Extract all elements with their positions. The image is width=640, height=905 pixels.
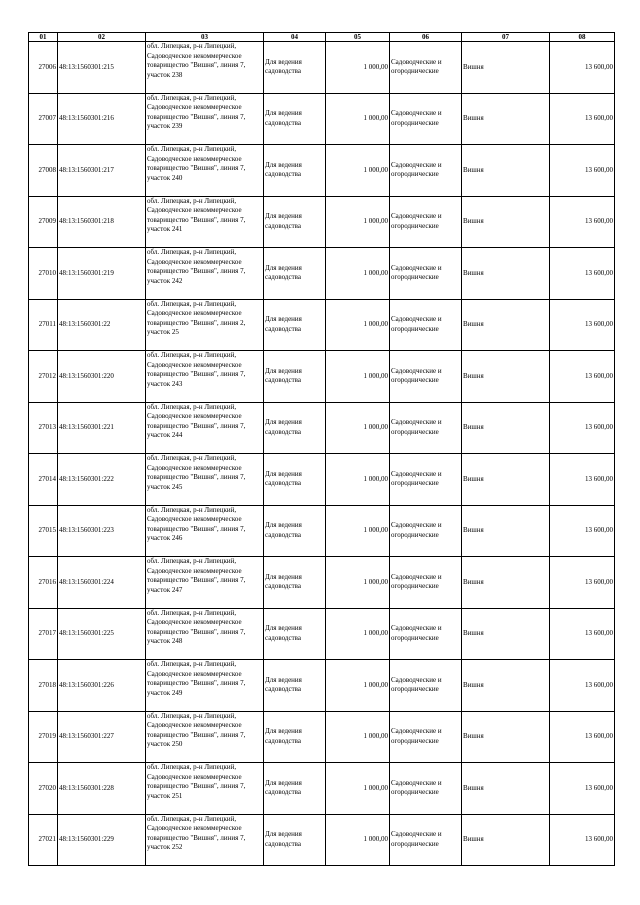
row-number: 27008 — [29, 145, 58, 197]
partnership-name: Вишня — [462, 557, 550, 609]
table-row — [29, 299, 615, 351]
plot-address — [146, 505, 264, 557]
row-number: 27018 — [29, 660, 58, 712]
plot-area: 1 000,00 — [326, 505, 390, 557]
cadastral-number: 48:13:1560301:216 — [58, 93, 146, 145]
cadastral-value: 13 600,00 — [550, 299, 615, 351]
table-row — [29, 248, 615, 300]
table-row — [29, 557, 615, 609]
column-header-06: 06 — [390, 33, 462, 42]
table-body — [29, 42, 615, 866]
land-category: Садоводческие и огороднические — [390, 351, 462, 403]
plot-address-text: обл. Липецкая, р-н Липецкий, Садоводческое некоммерческое товарищество "Вишня", линия 7, участок 242 — [147, 248, 246, 285]
partnership-name: Вишня — [462, 763, 550, 815]
cadastral-number: 48:13:1560301:215 — [58, 42, 146, 94]
cadastral-value: 13 600,00 — [550, 248, 615, 300]
permitted-use: Для ведения садоводства — [264, 93, 326, 145]
plot-address-text: обл. Липецкая, р-н Липецкий, Садоводческое некоммерческое товарищество "Вишня", линия 7, участок 241 — [147, 196, 246, 233]
plot-address-text: обл. Липецкая, р-н Липецкий, Садоводческое некоммерческое товарищество "Вишня", линия 7, участок 240 — [147, 145, 246, 182]
column-header-01: 01 — [29, 33, 58, 42]
row-number: 27017 — [29, 608, 58, 660]
permitted-use: Для ведения садоводства — [264, 42, 326, 94]
permitted-use: Для ведения садоводства — [264, 711, 326, 763]
plot-address-text: обл. Липецкая, р-н Липецкий, Садоводческое некоммерческое товарищество "Вишня", линия 7, участок 250 — [147, 711, 246, 748]
plot-address-text: обл. Липецкая, р-н Липецкий, Садоводческое некоммерческое товарищество "Вишня", линия 7, участок 244 — [147, 402, 246, 439]
plot-area: 1 000,00 — [326, 248, 390, 300]
table-row — [29, 196, 615, 248]
column-header-04: 04 — [264, 33, 326, 42]
plot-address-text: обл. Липецкая, р-н Липецкий, Садоводческое некоммерческое товарищество "Вишня", линия 7, участок 238 — [147, 42, 246, 79]
permitted-use: Для ведения садоводства — [264, 814, 326, 866]
table-row — [29, 608, 615, 660]
permitted-use: Для ведения садоводства — [264, 299, 326, 351]
plot-area: 1 000,00 — [326, 93, 390, 145]
plot-area: 1 000,00 — [326, 402, 390, 454]
partnership-name: Вишня — [462, 351, 550, 403]
land-category: Садоводческие и огороднические — [390, 660, 462, 712]
plot-address — [146, 93, 264, 145]
plot-area: 1 000,00 — [326, 763, 390, 815]
cadastral-number: 48:13:1560301:218 — [58, 196, 146, 248]
permitted-use: Для ведения садоводства — [264, 145, 326, 197]
table-row — [29, 351, 615, 403]
header-row — [29, 33, 615, 42]
row-number: 27011 — [29, 299, 58, 351]
cadastral-value: 13 600,00 — [550, 505, 615, 557]
table-row — [29, 454, 615, 506]
land-category: Садоводческие и огороднические — [390, 196, 462, 248]
cadastral-value: 13 600,00 — [550, 196, 615, 248]
plot-address — [146, 248, 264, 300]
plot-address-text: обл. Липецкая, р-н Липецкий, Садоводческое некоммерческое товарищество "Вишня", линия 7, участок 247 — [147, 557, 246, 594]
cadastral-number: 48:13:1560301:22 — [58, 299, 146, 351]
plot-area: 1 000,00 — [326, 814, 390, 866]
land-category: Садоводческие и огороднические — [390, 711, 462, 763]
plot-address — [146, 299, 264, 351]
row-number: 27007 — [29, 93, 58, 145]
plot-address-text: обл. Липецкая, р-н Липецкий, Садоводческое некоммерческое товарищество "Вишня", линия 7, участок 239 — [147, 93, 246, 130]
land-category: Садоводческие и огороднические — [390, 608, 462, 660]
cadastral-value: 13 600,00 — [550, 351, 615, 403]
table-header — [29, 33, 615, 42]
partnership-name: Вишня — [462, 505, 550, 557]
cadastral-number: 48:13:1560301:219 — [58, 248, 146, 300]
cadastral-number: 48:13:1560301:221 — [58, 402, 146, 454]
permitted-use: Для ведения садоводства — [264, 660, 326, 712]
land-category: Садоводческие и огороднические — [390, 42, 462, 94]
plot-address-text: обл. Липецкая, р-н Липецкий, Садоводческое некоммерческое товарищество "Вишня", линия 7, участок 246 — [147, 505, 246, 542]
row-number: 27006 — [29, 42, 58, 94]
cadastral-value: 13 600,00 — [550, 711, 615, 763]
partnership-name: Вишня — [462, 711, 550, 763]
plot-area: 1 000,00 — [326, 711, 390, 763]
land-category: Садоводческие и огороднические — [390, 763, 462, 815]
partnership-name: Вишня — [462, 454, 550, 506]
cadastral-value: 13 600,00 — [550, 93, 615, 145]
table-row — [29, 42, 615, 94]
plot-address — [146, 145, 264, 197]
permitted-use: Для ведения садоводства — [264, 402, 326, 454]
plot-address-text: обл. Липецкая, р-н Липецкий, Садоводческое некоммерческое товарищество "Вишня", линия 2, участок 25 — [147, 299, 246, 336]
plot-address — [146, 711, 264, 763]
partnership-name: Вишня — [462, 93, 550, 145]
cadastral-number: 48:13:1560301:228 — [58, 763, 146, 815]
plot-address — [146, 814, 264, 866]
permitted-use: Для ведения садоводства — [264, 454, 326, 506]
plot-area: 1 000,00 — [326, 454, 390, 506]
permitted-use: Для ведения садоводства — [264, 196, 326, 248]
row-number: 27012 — [29, 351, 58, 403]
plot-area: 1 000,00 — [326, 145, 390, 197]
row-number: 27009 — [29, 196, 58, 248]
table-row — [29, 660, 615, 712]
land-category: Садоводческие и огороднические — [390, 454, 462, 506]
plot-area: 1 000,00 — [326, 42, 390, 94]
cadastral-number: 48:13:1560301:227 — [58, 711, 146, 763]
row-number: 27015 — [29, 505, 58, 557]
land-category: Садоводческие и огороднические — [390, 145, 462, 197]
cadastral-number: 48:13:1560301:225 — [58, 608, 146, 660]
land-category: Садоводческие и огороднические — [390, 402, 462, 454]
plot-address — [146, 454, 264, 506]
partnership-name: Вишня — [462, 608, 550, 660]
plot-address — [146, 763, 264, 815]
partnership-name: Вишня — [462, 402, 550, 454]
column-header-07: 07 — [462, 33, 550, 42]
cadastral-number: 48:13:1560301:222 — [58, 454, 146, 506]
column-header-08: 08 — [550, 33, 615, 42]
plot-address — [146, 42, 264, 94]
cadastral-value: 13 600,00 — [550, 454, 615, 506]
table-row — [29, 93, 615, 145]
cadastral-value: 13 600,00 — [550, 660, 615, 712]
land-category: Садоводческие и огороднические — [390, 299, 462, 351]
permitted-use: Для ведения садоводства — [264, 763, 326, 815]
plot-address-text: обл. Липецкая, р-н Липецкий, Садоводческое некоммерческое товарищество "Вишня", линия 7, участок 245 — [147, 454, 246, 491]
row-number: 27020 — [29, 763, 58, 815]
plot-area: 1 000,00 — [326, 608, 390, 660]
partnership-name: Вишня — [462, 42, 550, 94]
cadastral-number: 48:13:1560301:224 — [58, 557, 146, 609]
partnership-name: Вишня — [462, 660, 550, 712]
plot-address — [146, 660, 264, 712]
plot-address — [146, 557, 264, 609]
land-category: Садоводческие и огороднические — [390, 814, 462, 866]
row-number: 27010 — [29, 248, 58, 300]
plot-address — [146, 402, 264, 454]
cadastral-number: 48:13:1560301:217 — [58, 145, 146, 197]
table-row — [29, 814, 615, 866]
table-row — [29, 711, 615, 763]
plot-address-text: обл. Липецкая, р-н Липецкий, Садоводческое некоммерческое товарищество "Вишня", линия 7, участок 251 — [147, 763, 246, 800]
plot-area: 1 000,00 — [326, 557, 390, 609]
permitted-use: Для ведения садоводства — [264, 248, 326, 300]
cadastral-value: 13 600,00 — [550, 763, 615, 815]
plot-address-text: обл. Липецкая, р-н Липецкий, Садоводческое некоммерческое товарищество "Вишня", линия 7, участок 249 — [147, 660, 246, 697]
plot-area: 1 000,00 — [326, 299, 390, 351]
permitted-use: Для ведения садоводства — [264, 608, 326, 660]
land-category: Садоводческие и огороднические — [390, 93, 462, 145]
plot-address — [146, 608, 264, 660]
cadastral-value: 13 600,00 — [550, 814, 615, 866]
cadastral-value: 13 600,00 — [550, 557, 615, 609]
land-category: Садоводческие и огороднические — [390, 505, 462, 557]
table-row — [29, 763, 615, 815]
land-plots-table — [28, 32, 615, 866]
plot-address-text: обл. Липецкая, р-н Липецкий, Садоводческое некоммерческое товарищество "Вишня", линия 7, участок 252 — [147, 814, 246, 851]
table-row — [29, 505, 615, 557]
partnership-name: Вишня — [462, 814, 550, 866]
row-number: 27016 — [29, 557, 58, 609]
plot-area: 1 000,00 — [326, 196, 390, 248]
partnership-name: Вишня — [462, 196, 550, 248]
column-header-02: 02 — [58, 33, 146, 42]
partnership-name: Вишня — [462, 299, 550, 351]
cadastral-value: 13 600,00 — [550, 145, 615, 197]
table-row — [29, 402, 615, 454]
land-category: Садоводческие и огороднические — [390, 248, 462, 300]
cadastral-number: 48:13:1560301:220 — [58, 351, 146, 403]
column-header-03: 03 — [146, 33, 264, 42]
plot-address-text: обл. Липецкая, р-н Липецкий, Садоводческое некоммерческое товарищество "Вишня", линия 7, участок 243 — [147, 351, 246, 388]
permitted-use: Для ведения садоводства — [264, 557, 326, 609]
row-number: 27021 — [29, 814, 58, 866]
cadastral-number: 48:13:1560301:226 — [58, 660, 146, 712]
permitted-use: Для ведения садоводства — [264, 351, 326, 403]
plot-area: 1 000,00 — [326, 351, 390, 403]
plot-area: 1 000,00 — [326, 660, 390, 712]
land-category: Садоводческие и огороднические — [390, 557, 462, 609]
row-number: 27019 — [29, 711, 58, 763]
partnership-name: Вишня — [462, 145, 550, 197]
plot-address — [146, 196, 264, 248]
partnership-name: Вишня — [462, 248, 550, 300]
plot-address-text: обл. Липецкая, р-н Липецкий, Садоводческое некоммерческое товарищество "Вишня", линия 7, участок 248 — [147, 608, 246, 645]
table-row — [29, 145, 615, 197]
cadastral-value: 13 600,00 — [550, 608, 615, 660]
permitted-use: Для ведения садоводства — [264, 505, 326, 557]
column-header-05: 05 — [326, 33, 390, 42]
cadastral-number: 48:13:1560301:223 — [58, 505, 146, 557]
cadastral-value: 13 600,00 — [550, 402, 615, 454]
row-number: 27014 — [29, 454, 58, 506]
cadastral-value: 13 600,00 — [550, 42, 615, 94]
row-number: 27013 — [29, 402, 58, 454]
plot-address — [146, 351, 264, 403]
cadastral-number: 48:13:1560301:229 — [58, 814, 146, 866]
